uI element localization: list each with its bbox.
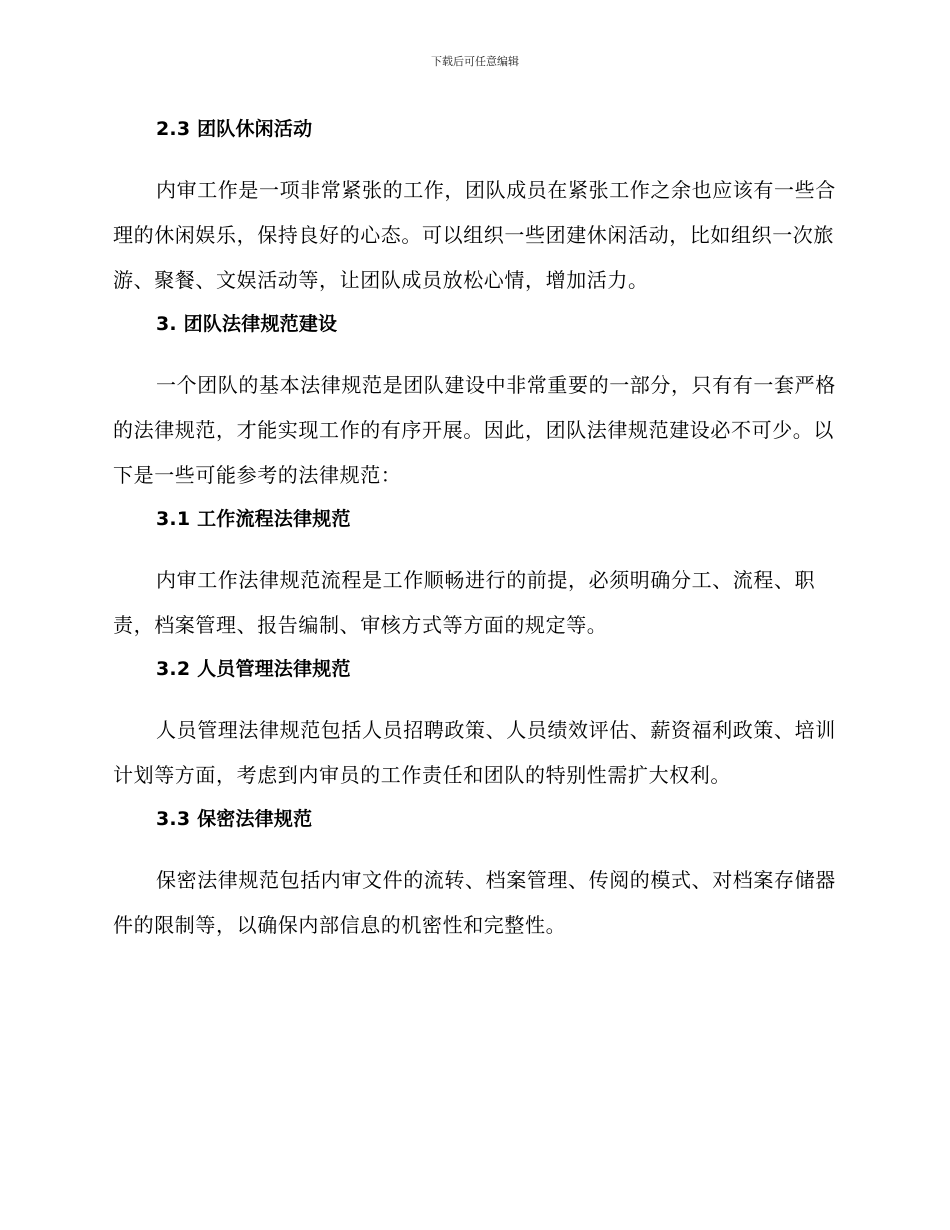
section-3-1 — [113, 502, 837, 648]
section-3-2 — [113, 652, 837, 798]
section-paragraph: 一个团队的基本法律规范是团队建设中非常重要的一部分，只有有一套严格的法律规范，才能实现工作的有序开展。因此，团队法律规范建设必不可少。以下是一些可能参考的法律规范： — [113, 373, 836, 487]
section-paragraph: 人员管理法律规范包括人员招聘政策、人员绩效评估、薪资福利政策、培训计划等方面，考虑到内审员的工作责任和团队的特别性需扩大权利。 — [113, 718, 836, 787]
section-heading: 3.1 工作流程法律规范 — [156, 508, 351, 530]
section-3 — [113, 307, 837, 498]
section-paragraph: 内审工作是一项非常紧张的工作，团队成员在紧张工作之余也应该有一些合理的休闲娱乐，保持良好的心态。可以组织一些团建休闲活动，比如组织一次旅游、聚餐、文娱活动等，让团队成员放松心情，增加活力。 — [113, 178, 836, 292]
section-heading: 2.3 团队休闲活动 — [156, 118, 313, 140]
page-header: 下载后可任意编辑 — [431, 55, 519, 68]
section-paragraph: 保密法律规范包括内审文件的流转、档案管理、传阅的模式、对档案存储器件的限制等，以确保内部信息的机密性和完整性。 — [113, 868, 836, 937]
section-3-3 — [113, 802, 837, 948]
section-2-3 — [113, 112, 837, 303]
section-heading: 3.3 保密法律规范 — [156, 808, 313, 830]
section-heading: 3.2 人员管理法律规范 — [156, 658, 351, 680]
section-paragraph: 内审工作法律规范流程是工作顺畅进行的前提，必须明确分工、流程、职责，档案管理、报告编制、审核方式等方面的规定等。 — [113, 568, 816, 637]
section-heading: 3. 团队法律规范建设 — [156, 313, 338, 335]
document-body — [113, 112, 837, 952]
